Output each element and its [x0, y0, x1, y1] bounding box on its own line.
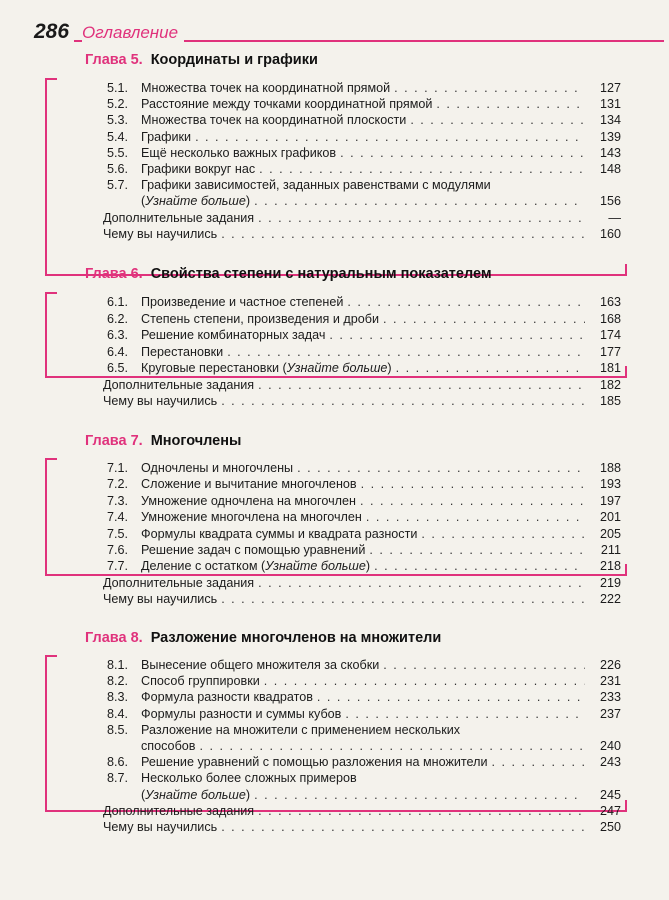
dot-leader — [347, 294, 585, 310]
section-number: 7.1. — [107, 461, 129, 475]
page-number: 247 — [599, 803, 621, 818]
page-number: 160 — [599, 226, 621, 241]
section-title: способов — [141, 739, 196, 753]
dot-leader — [369, 542, 585, 558]
section-number: 8.7. — [107, 771, 129, 786]
section-title: Перестановки — [141, 344, 224, 359]
section-title: Сложение и вычитание многочленов — [141, 477, 357, 492]
page-number: 177 — [599, 344, 621, 359]
toc-row[interactable] — [107, 80, 621, 96]
page-number: 197 — [599, 493, 621, 508]
toc-row[interactable] — [107, 129, 621, 145]
toc-row[interactable] — [107, 689, 621, 705]
page-number: 143 — [599, 145, 621, 160]
bracket-stub — [45, 655, 57, 657]
toc-row[interactable] — [103, 210, 621, 226]
chapter-name: Свойства степени с натуральным показателем — [150, 266, 492, 282]
toc-row[interactable] — [107, 476, 621, 492]
dot-leader — [259, 161, 585, 177]
section-title: Ещё несколько важных графиков — [141, 145, 337, 160]
section-number: 5.4. — [107, 129, 129, 144]
page-number: 163 — [599, 295, 621, 309]
chapter-name: Многочлены — [150, 433, 242, 449]
section-title: Формулы разности и суммы кубов — [141, 706, 342, 721]
section-title: (Узнайте больше) — [141, 194, 251, 209]
section-number: 8.1. — [107, 658, 129, 672]
section-title: Формула разности квадратов — [141, 690, 313, 705]
toc-row[interactable] — [103, 393, 621, 409]
dot-leader — [383, 657, 585, 673]
page-number: 243 — [599, 755, 621, 770]
toc-row[interactable] — [107, 161, 621, 177]
toc-row[interactable] — [107, 360, 621, 376]
section-number: 8.6. — [107, 755, 129, 770]
dot-leader — [221, 591, 585, 607]
page-header — [34, 20, 664, 46]
section-title: Произведение и частное степеней — [141, 295, 344, 309]
toc-row[interactable] — [107, 294, 621, 310]
section-number: 7.2. — [107, 477, 129, 492]
section-number: 5.5. — [107, 145, 129, 160]
dot-leader — [297, 460, 585, 476]
page-number: 168 — [599, 311, 621, 326]
note-italic: Узнайте больше — [145, 194, 246, 209]
dot-leader — [258, 377, 585, 393]
bracket-cap — [625, 366, 627, 378]
section-title: Чему вы научились — [103, 226, 218, 241]
dot-leader — [340, 145, 585, 161]
section-number: 6.3. — [107, 328, 129, 342]
toc-row[interactable] — [103, 575, 621, 591]
section-number: 6.5. — [107, 361, 129, 375]
page-number: 219 — [599, 575, 621, 590]
section-title: Дополнительные задания — [103, 210, 255, 225]
section-number: 8.2. — [107, 674, 129, 689]
page-number: — — [608, 210, 621, 225]
dot-leader — [421, 526, 585, 542]
section-title: Несколько более сложных примеров — [141, 771, 357, 786]
dot-leader — [221, 226, 585, 242]
page-number: 240 — [599, 739, 621, 753]
page-number: 127 — [599, 81, 621, 95]
toc-row[interactable] — [103, 803, 621, 819]
page-number: 245 — [599, 787, 621, 802]
dot-leader — [258, 575, 585, 591]
toc-row[interactable] — [107, 509, 621, 525]
toc-row[interactable] — [107, 344, 621, 360]
section-number: 7.4. — [107, 510, 129, 525]
toc-row[interactable] — [107, 722, 621, 738]
page-number: 181 — [599, 361, 621, 375]
page-number: 182 — [599, 377, 621, 392]
chapter-label: Глава 6. — [85, 266, 143, 282]
section-number: 5.1. — [107, 81, 129, 95]
section-number: 7.7. — [107, 559, 129, 574]
section-number: 6.1. — [107, 295, 129, 309]
section-title: Вынесение общего множителя за скобки — [141, 658, 380, 672]
toc-row[interactable] — [107, 542, 621, 558]
section-title: Дополнительные задания — [103, 377, 255, 392]
toc-row[interactable] — [107, 493, 621, 509]
section-title: Графики — [141, 129, 192, 144]
section-number: 6.2. — [107, 311, 129, 326]
page-number: 205 — [599, 526, 621, 541]
page-number: 286 — [34, 20, 73, 44]
toc-row[interactable] — [103, 591, 621, 607]
section-title: Формулы квадрата суммы и квадрата разности — [141, 526, 418, 541]
chapter-heading[interactable] — [85, 52, 318, 68]
section-title: Графики зависимостей, заданных равенствами с модулями — [141, 178, 491, 193]
bracket-cap — [625, 264, 627, 276]
page-number: 156 — [599, 194, 621, 209]
dot-leader — [221, 393, 585, 409]
toc-row[interactable] — [103, 226, 621, 242]
section-number: 8.4. — [107, 706, 129, 721]
page-number: 148 — [599, 162, 621, 176]
dot-leader — [410, 112, 585, 128]
dot-leader — [492, 754, 585, 770]
page-number: 131 — [599, 97, 621, 112]
section-title: Множества точек на координатной плоскости — [141, 113, 407, 128]
dot-leader — [329, 327, 585, 343]
section-title: Решение комбинаторных задач — [141, 328, 326, 342]
page-number: 139 — [599, 129, 621, 144]
note-italic: Узнайте больше — [145, 787, 246, 802]
page-number: 193 — [599, 477, 621, 492]
bracket-stub — [45, 292, 57, 294]
dot-leader — [366, 509, 585, 525]
dot-leader — [374, 558, 585, 574]
toc-row[interactable] — [107, 770, 621, 786]
bracket-cap — [625, 564, 627, 576]
section-number: 7.3. — [107, 493, 129, 508]
chapter-heading[interactable] — [85, 433, 241, 449]
chapter-name: Координаты и графики — [150, 52, 318, 68]
dot-leader — [396, 360, 585, 376]
section-number: 7.6. — [107, 543, 129, 557]
toc-row[interactable] — [107, 460, 621, 476]
chapter-label: Глава 5. — [85, 52, 143, 68]
dot-leader — [361, 476, 585, 492]
section-title: Множества точек на координатной прямой — [141, 81, 391, 95]
section-title: Решение уравнений с помощью разложения на множители — [141, 755, 488, 770]
bracket-cap — [625, 800, 627, 812]
dot-leader — [436, 96, 585, 112]
section-number: 8.5. — [107, 722, 129, 737]
toc-row[interactable] — [107, 706, 621, 722]
section-title: Решение задач с помощью уравнений — [141, 543, 366, 557]
note-italic: Узнайте больше — [265, 559, 366, 574]
page-number: 211 — [600, 543, 621, 557]
section-number: 5.6. — [107, 162, 129, 176]
toc-row[interactable] — [107, 558, 621, 574]
toc-row[interactable] — [103, 377, 621, 393]
section-number: 5.3. — [107, 113, 129, 128]
toc-row[interactable] — [107, 673, 621, 689]
section-number: 5.2. — [107, 97, 129, 112]
dot-leader — [317, 689, 585, 705]
page-number: 222 — [599, 592, 621, 607]
section-number: 7.5. — [107, 526, 129, 541]
section-title: Умножение многочлена на многочлен — [141, 510, 362, 525]
dot-leader — [394, 80, 585, 96]
header-title: Оглавление — [82, 23, 184, 43]
page-number: 226 — [599, 658, 621, 672]
toc-row[interactable] — [107, 327, 621, 343]
section-title: Чему вы научились — [103, 820, 218, 834]
section-number: 5.7. — [107, 178, 129, 193]
page-number: 188 — [599, 461, 621, 475]
toc-row[interactable] — [107, 754, 621, 770]
dot-leader — [360, 493, 585, 509]
toc-row[interactable] — [107, 738, 621, 754]
page-number: 201 — [599, 510, 621, 525]
chapter-label: Глава 7. — [85, 433, 143, 449]
section-title: Дополнительные задания — [103, 803, 255, 818]
toc-row[interactable] — [107, 112, 621, 128]
section-title: Деление с остатком (Узнайте больше) — [141, 559, 371, 574]
section-title: Одночлены и многочлены — [141, 461, 294, 475]
section-title: Графики вокруг нас — [141, 162, 256, 176]
dot-leader — [221, 819, 585, 835]
toc-row[interactable] — [107, 177, 621, 193]
section-title: Степень степени, произведения и дроби — [141, 311, 380, 326]
dot-leader — [258, 803, 585, 819]
toc-row[interactable] — [107, 526, 621, 542]
chapter-heading[interactable] — [85, 266, 492, 282]
page-number: 174 — [599, 328, 621, 342]
page-number: 250 — [599, 820, 621, 834]
section-title: Расстояние между точками координатной прямой — [141, 97, 433, 112]
section-title: Чему вы научились — [103, 394, 218, 408]
toc-row[interactable] — [107, 657, 621, 673]
section-title: Разложение на множители с применением нескольких — [141, 722, 461, 737]
toc-row[interactable] — [107, 787, 621, 803]
page-number: 237 — [599, 706, 621, 721]
toc-row[interactable] — [107, 311, 621, 327]
dot-leader — [227, 344, 585, 360]
section-number: 8.3. — [107, 690, 129, 705]
bracket-stub — [45, 458, 57, 460]
dot-leader — [264, 673, 585, 689]
toc-row[interactable] — [107, 145, 621, 161]
dot-leader — [195, 129, 585, 145]
chapter-heading[interactable] — [85, 630, 441, 646]
bracket-stub — [45, 78, 57, 80]
page-number: 134 — [599, 113, 621, 128]
section-title: Круговые перестановки (Узнайте больше) — [141, 361, 392, 375]
note-italic: Узнайте больше — [286, 361, 388, 375]
toc-row[interactable] — [107, 193, 621, 209]
page-number: 233 — [599, 690, 621, 705]
section-title: Способ группировки — [141, 674, 260, 689]
dot-leader — [383, 311, 585, 327]
chapter-label: Глава 8. — [85, 630, 143, 646]
page-number: 185 — [599, 394, 621, 408]
section-number: 6.4. — [107, 344, 129, 359]
dot-leader — [199, 738, 585, 754]
dot-leader — [258, 210, 585, 226]
dot-leader — [254, 787, 585, 803]
toc-row[interactable] — [107, 96, 621, 112]
page-number: 218 — [599, 559, 621, 574]
section-title: (Узнайте больше) — [141, 787, 251, 802]
dot-leader — [254, 193, 585, 209]
dot-leader — [345, 706, 585, 722]
section-title: Умножение одночлена на многочлен — [141, 493, 356, 508]
section-title: Чему вы научились — [103, 592, 218, 607]
chapter-name: Разложение многочленов на множители — [150, 630, 442, 646]
toc-row[interactable] — [103, 819, 621, 835]
section-title: Дополнительные задания — [103, 575, 255, 590]
page-number: 231 — [599, 674, 621, 689]
